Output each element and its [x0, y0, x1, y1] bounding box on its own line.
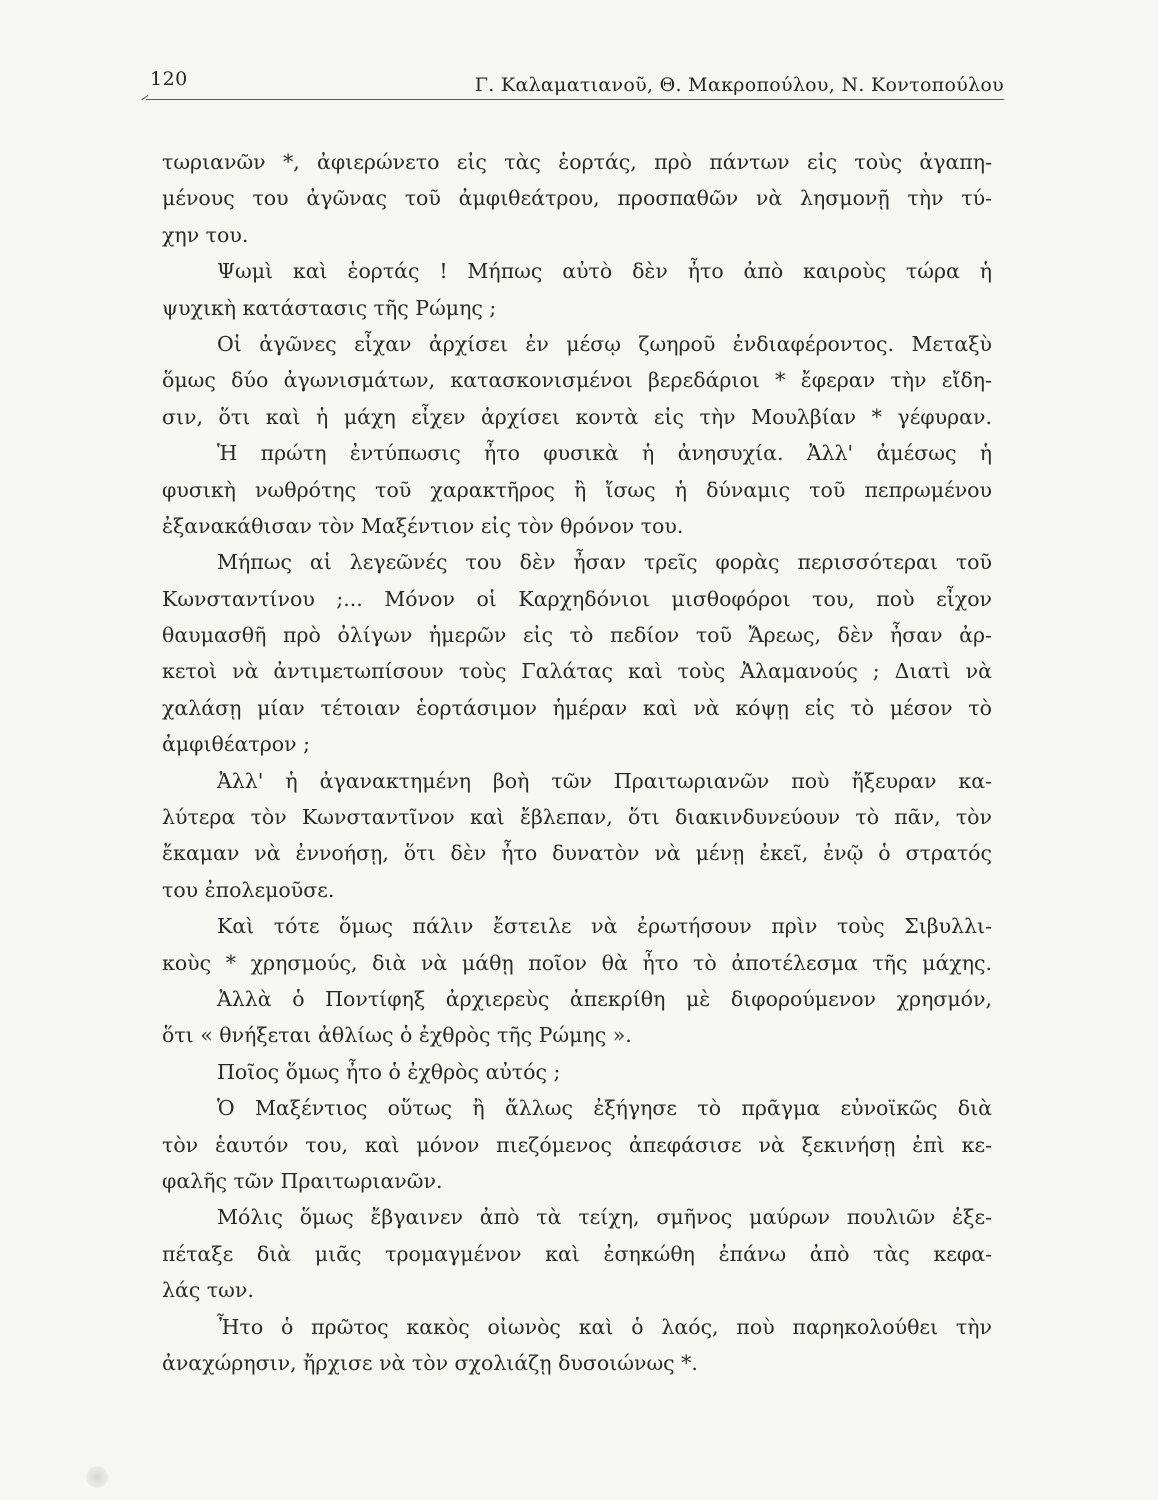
- text-line: σιν, ὅτι καὶ ἡ μάχη εἶχεν ἀρχίσει κοντὰ εἰς τὴν Μουλβίαν * γέφυραν.: [162, 404, 992, 429]
- text-line: Μόλις ὅμως ἔβγαινεν ἀπὸ τὰ τείχη, σμῆνος μαύρων πουλιῶν ἐξε-: [217, 1205, 992, 1230]
- text-line: χαλάσῃ μίαν τέτοιαν ἑορτάσιμον ἡμέραν καὶ νὰ κόψῃ εἰς τὸ μέσον τὸ: [162, 695, 992, 720]
- text-line: λύτερα τὸν Κωνσταντῖνον καὶ ἔβλεπαν, ὅτι διακινδυνεύουν τὸ πᾶν, τὸν: [162, 805, 992, 830]
- text-line: λάς των.: [162, 1278, 254, 1303]
- body-text: [162, 144, 992, 1381]
- text-line: χην του.: [162, 222, 249, 247]
- text-line: του ἐπολεμοῦσε.: [162, 877, 335, 902]
- text-line: ἔκαμαν νὰ ἐννοήσῃ, ὅτι δὲν ἦτο δυνατὸν νὰ μένῃ ἐκεῖ, ἐνῷ ὁ στρατός: [162, 841, 992, 866]
- text-line: Ποῖος ὅμως ἦτο ὁ ἐχθρὸς αὐτός ;: [217, 1059, 561, 1084]
- text-line: ὅμως δύο ἀγωνισμάτων, κατασκονισμένοι βερεδάριοι * ἔφεραν τὴν εἴδη-: [162, 368, 992, 393]
- text-line: Ψωμὶ καὶ ἑορτάς ! Μήπως αὐτὸ δὲν ἦτο ἀπὸ καιροὺς τώρα ἡ: [217, 259, 992, 284]
- text-line: Ἦτο ὁ πρῶτος κακὸς οἰωνὸς καὶ ὁ λαός, ποὺ παρηκολούθει τὴν: [217, 1314, 992, 1339]
- text-line: Ἡ πρώτη ἐντύπωσις ἦτο φυσικὰ ἡ ἀνησυχία. Ἀλλ' ἀμέσως ἡ: [217, 441, 992, 466]
- text-line: ἀμφιθέατρον ;: [162, 732, 310, 757]
- paper-smudge: [86, 1466, 108, 1488]
- text-line: Κωνσταντίνου ;... Μόνον οἱ Καρχηδόνιοι μισθοφόροι του, ποὺ εἶχον: [162, 586, 992, 611]
- running-head: Γ. Καλαματιανοῦ, Θ. Μακροπούλου, Ν. Κοντοπούλου: [474, 74, 1004, 96]
- text-line: Μήπως αἱ λεγεῶνές του δὲν ἦσαν τρεῖς φορὰς περισσότεραι τοῦ: [217, 550, 992, 575]
- text-line: φυσικὴ νωθρότης τοῦ χαρακτῆρος ἢ ἴσως ἡ δύναμις τοῦ πεπρωμένου: [162, 477, 992, 502]
- text-line: πέταξε διὰ μιᾶς τρομαγμένον καὶ ἐσηκώθη ἐπάνω ἀπὸ τὰς κεφα-: [162, 1241, 992, 1266]
- text-line: κετοὶ νὰ ἀντιμετωπίσουν τοὺς Γαλάτας καὶ τοὺς Ἀλαμανούς ; Διατὶ νὰ: [162, 659, 992, 684]
- text-line: ἐξανακάθισαν τὸν Μαξέντιον εἰς τὸν θρόνον του.: [162, 513, 684, 538]
- text-line: Καὶ τότε ὅμως πάλιν ἔστειλε νὰ ἐρωτήσουν πρὶν τοὺς Σιβυλλι-: [217, 914, 992, 939]
- text-line: θαυμασθῆ πρὸ ὀλίγων ἡμερῶν εἰς τὸ πεδίον τοῦ Ἄρεως, δὲν ἦσαν ἀρ-: [162, 623, 992, 648]
- text-line: φαλῆς τῶν Πραιτωριανῶν.: [162, 1168, 443, 1193]
- text-line: ψυχικὴ κατάστασις τῆς Ρώμης ;: [162, 295, 497, 320]
- text-line: τωριανῶν *, ἀφιερώνετο εἰς τὰς ἑορτάς, πρὸ πάντων εἰς τοὺς ἀγαπη-: [162, 150, 992, 174]
- page-number: 120: [150, 68, 188, 90]
- text-line: Οἱ ἀγῶνες εἶχαν ἀρχίσει ἐν μέσῳ ζωηροῦ ἐνδιαφέροντος. Μεταξὺ: [217, 331, 992, 356]
- text-line: Ἀλλ' ἡ ἀγανακτημένη βοὴ τῶν Πραιτωριανῶν ποὺ ἤξευραν κα-: [217, 768, 992, 793]
- text-line: ὅτι « θνήξεται ἀθλίως ὁ ἐχθρὸς τῆς Ρώμης ».: [162, 1023, 632, 1048]
- text-line: κοὺς * χρησμούς, διὰ νὰ μάθῃ ποῖον θὰ ἦτο τὸ ἀποτέλεσμα τῆς μάχης.: [162, 950, 992, 975]
- text-line: μένους του ἀγῶνας τοῦ ἀμφιθεάτρου, προσπαθῶν νὰ λησμονῇ τὴν τύ-: [162, 186, 992, 211]
- text-line: Ἀλλὰ ὁ Ποντίφηξ ἀρχιερεὺς ἀπεκρίθη μὲ διφορούμενον χρησμόν,: [217, 986, 992, 1011]
- header-rule: [146, 99, 1004, 100]
- page-header: [150, 68, 1004, 102]
- text-line: τὸν ἑαυτόν του, καὶ μόνον πιεζόμενος ἀπεφάσισε νὰ ξεκινήσῃ ἐπὶ κε-: [162, 1132, 992, 1157]
- text-line: Ὁ Μαξέντιος οὕτως ἢ ἄλλως ἐξήγησε τὸ πρᾶγμα εὐνοϊκῶς διὰ: [217, 1096, 992, 1121]
- text-line: ἀναχώρησιν, ἤρχισε νὰ τὸν σχολιάζῃ δυσοιώνως *.: [162, 1350, 698, 1375]
